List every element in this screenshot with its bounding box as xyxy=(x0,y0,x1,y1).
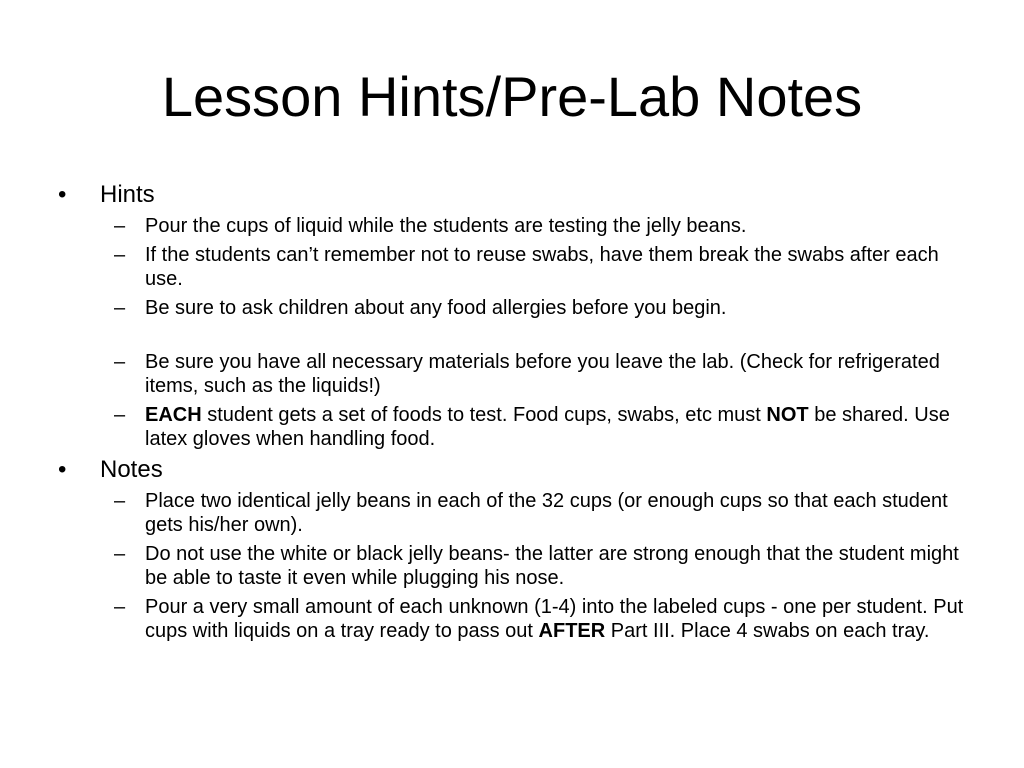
hint-text: Be sure to ask children about any food allergies before you begin. xyxy=(145,297,727,319)
note-text: Do not use the white or black jelly beans- the latter are strong enough that the student might be able to taste it even while plugging his nose. xyxy=(145,543,959,589)
dash-icon: – xyxy=(114,297,126,319)
hint-item xyxy=(58,350,978,398)
dash-icon: – xyxy=(114,490,126,512)
dash-icon: – xyxy=(114,351,126,373)
hint-item xyxy=(58,243,978,291)
emphasis-after: AFTER xyxy=(538,620,606,642)
notes-heading xyxy=(58,456,978,484)
hint-item xyxy=(58,296,978,320)
dash-icon: – xyxy=(114,215,126,237)
note-item xyxy=(58,489,978,537)
note-text-part: Part III. Place 4 swabs on each tray. xyxy=(605,620,930,642)
dash-icon: – xyxy=(114,404,126,426)
hint-text-part: be shared. Use latex gloves when handling food. xyxy=(145,404,950,450)
emphasis-not: NOT xyxy=(766,404,809,426)
note-text: Place two identical jelly beans in each of the 32 cups (or enough cups so that each student gets his/her own). xyxy=(145,490,948,536)
hint-item xyxy=(58,403,978,451)
note-item xyxy=(58,595,978,643)
slide-title: Lesson Hints/Pre-Lab Notes xyxy=(161,65,863,128)
notes-heading-label: Notes xyxy=(100,456,163,483)
hint-text-part: student gets a set of foods to test. Food cups, swabs, etc must xyxy=(201,404,767,426)
bullet-icon: • xyxy=(58,181,67,208)
note-text-part: Pour a very small amount of each unknown (1-4) into the labeled cups - one per student. Put cups with liquids on a tray ready to pass out xyxy=(145,596,964,642)
dash-icon: – xyxy=(114,244,126,266)
hint-text: Be sure you have all necessary materials before you leave the lab. (Check for refrigerated items, such as the liquids!) xyxy=(145,351,940,397)
hint-text: Pour the cups of liquid while the students are testing the jelly beans. xyxy=(145,215,747,237)
hint-item xyxy=(58,214,978,238)
hint-text: If the students can’t remember not to reuse swabs, have them break the swabs after each use. xyxy=(145,244,939,290)
emphasis-each: EACH xyxy=(145,404,202,426)
dash-icon: – xyxy=(114,596,126,618)
hint-text xyxy=(145,404,950,450)
slide-content xyxy=(58,181,978,648)
bullet-icon: • xyxy=(58,456,67,483)
hints-heading xyxy=(58,181,978,209)
note-text xyxy=(145,596,963,642)
note-item xyxy=(58,542,978,590)
hints-heading-label: Hints xyxy=(100,181,155,208)
dash-icon: – xyxy=(114,543,126,565)
blank-line xyxy=(58,325,978,350)
